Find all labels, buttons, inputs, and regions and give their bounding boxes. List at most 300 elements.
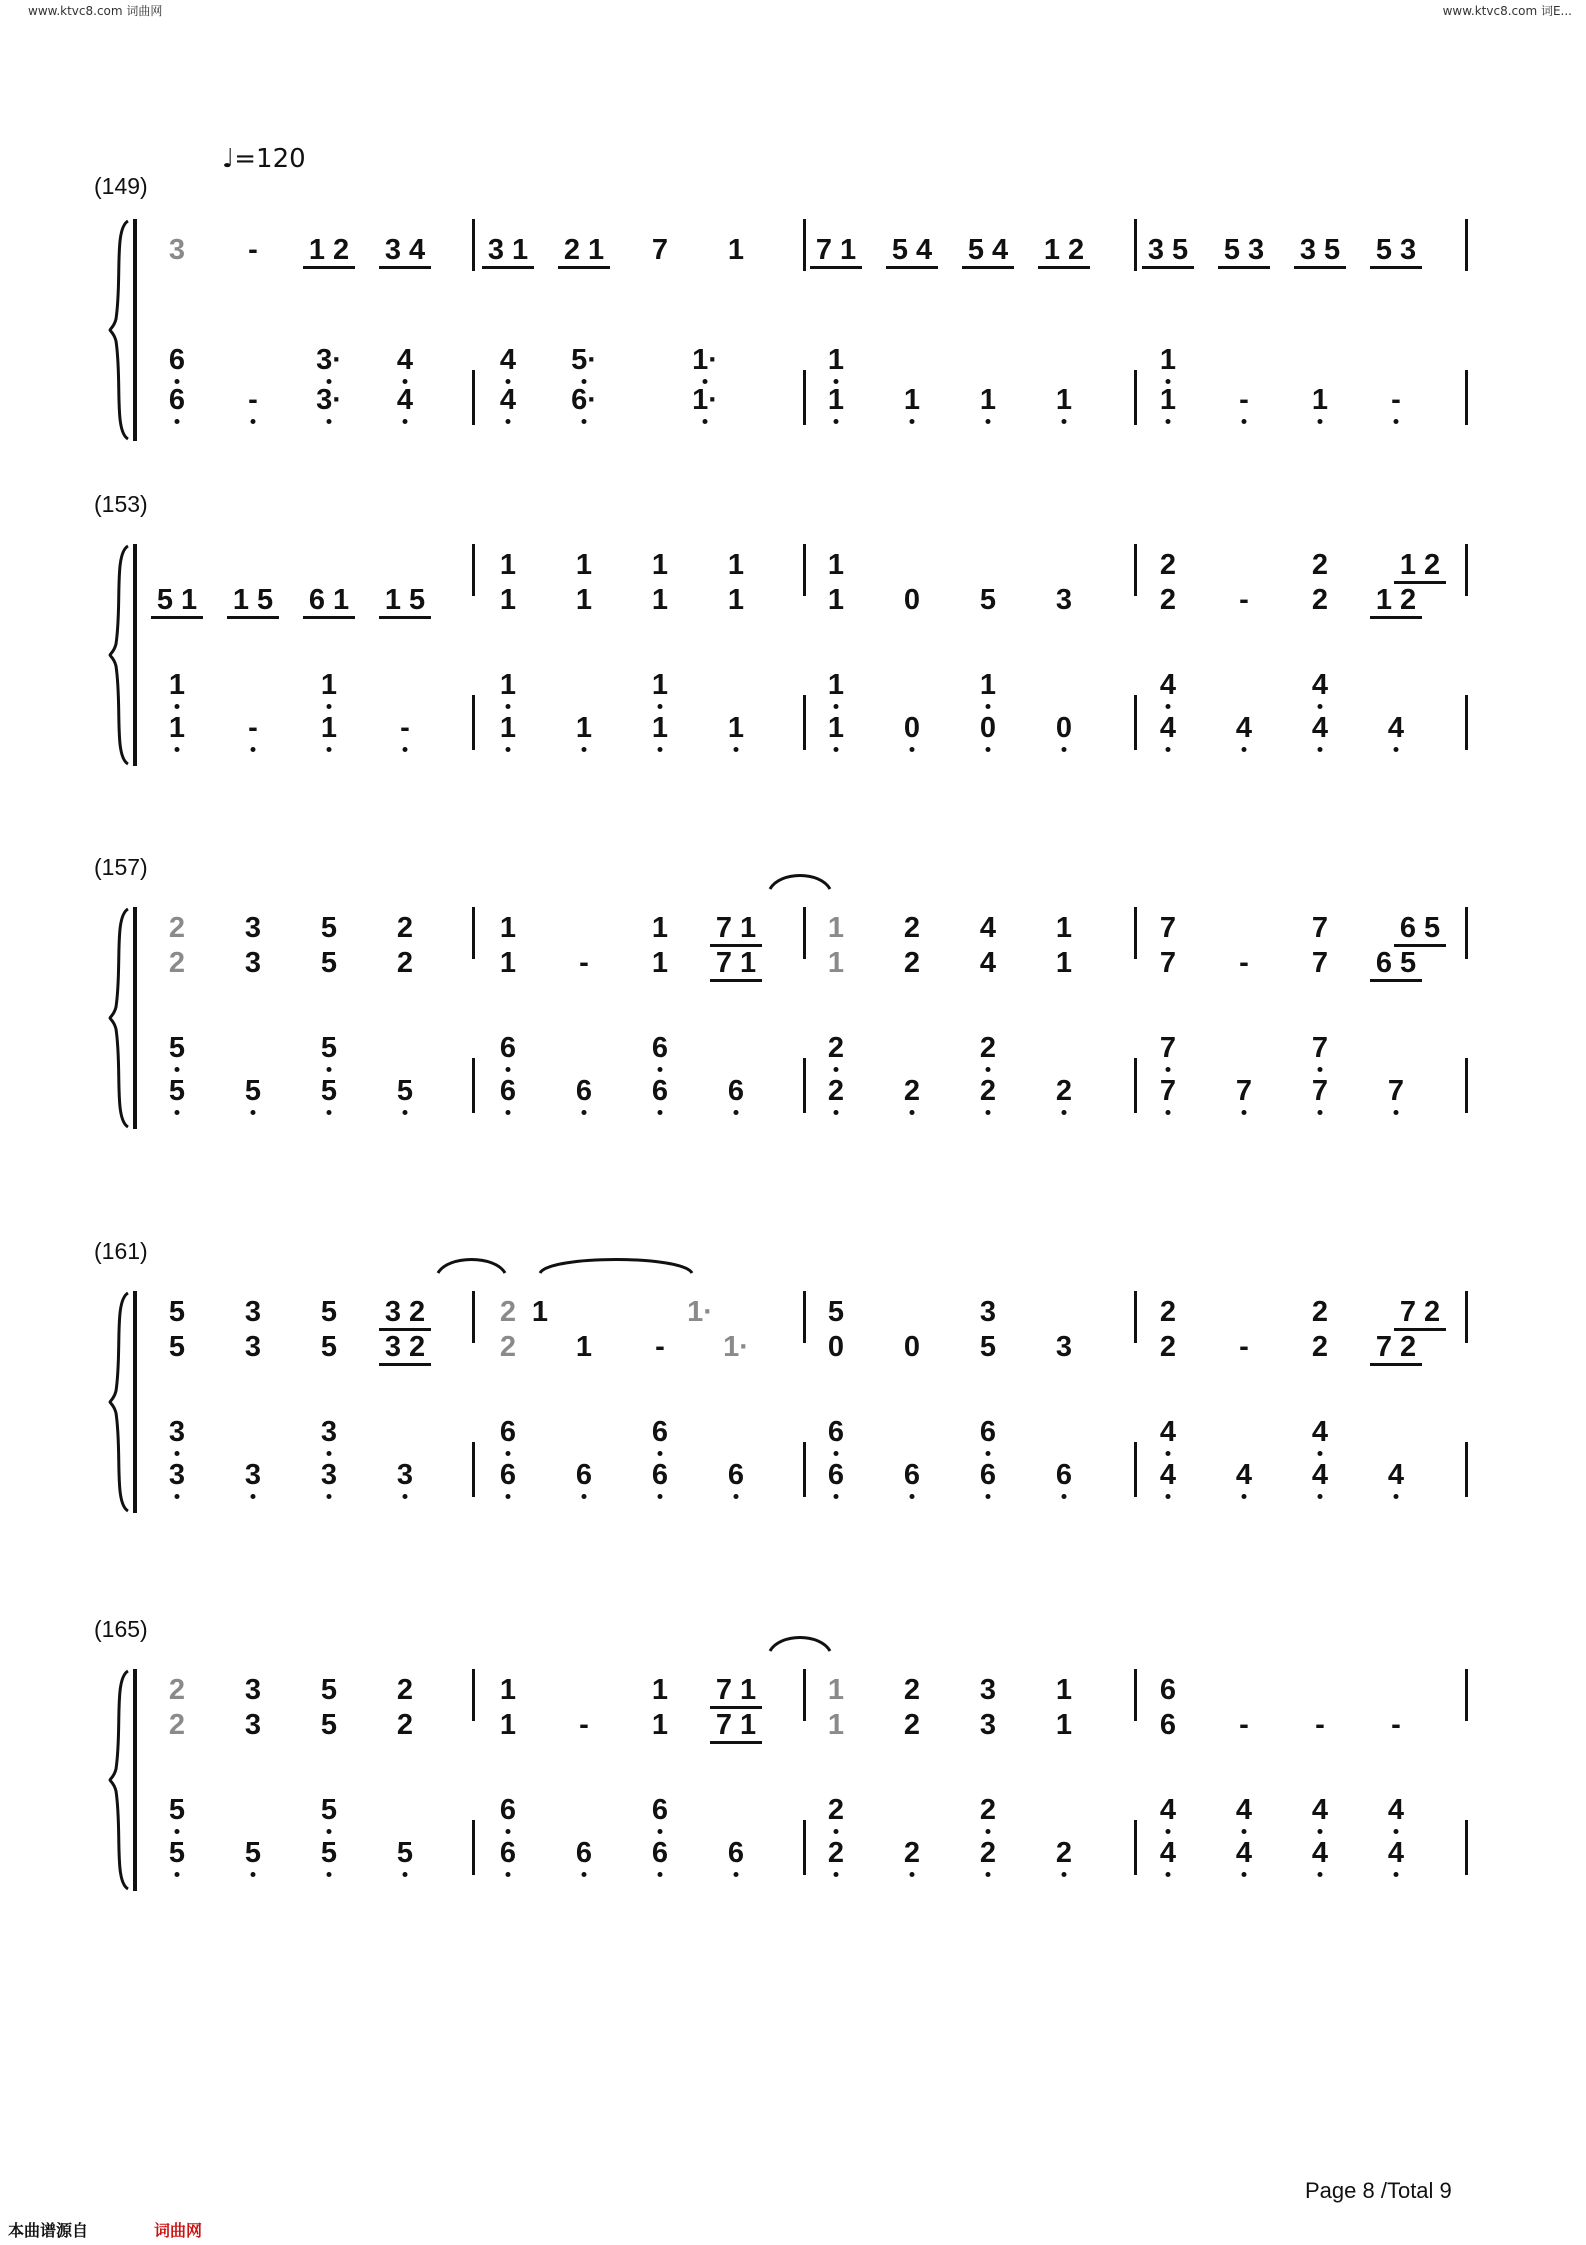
note: 6	[499, 1416, 517, 1448]
beam-underline	[810, 266, 862, 269]
note: 4	[1311, 1459, 1329, 1491]
brace-icon	[108, 544, 132, 766]
note: 2	[168, 1674, 186, 1706]
note: 5	[320, 947, 338, 979]
octave-dot	[1394, 1872, 1399, 1877]
note: 5	[320, 1794, 338, 1826]
octave-dot	[1394, 419, 1399, 424]
octave-dot	[582, 1872, 587, 1877]
beam-underline	[1218, 266, 1270, 269]
note: 2	[827, 1794, 845, 1826]
note: 1	[1055, 1709, 1073, 1741]
note: 2	[1055, 1837, 1073, 1869]
note: 2	[396, 1674, 414, 1706]
note: 2	[903, 1837, 921, 1869]
note: 6	[499, 1032, 517, 1064]
beam-underline	[886, 266, 938, 269]
note: 3	[244, 1331, 262, 1363]
octave-dot	[327, 1110, 332, 1115]
octave-dot	[175, 419, 180, 424]
note: 1 2	[308, 234, 350, 266]
octave-dot	[658, 1110, 663, 1115]
octave-dot	[582, 1110, 587, 1115]
note: 5 3	[1223, 234, 1265, 266]
note: 0	[979, 712, 997, 744]
note: 2	[168, 947, 186, 979]
octave-dot	[910, 1494, 915, 1499]
octave-dot	[1394, 1829, 1399, 1834]
octave-dot	[1166, 1110, 1171, 1115]
system-bracket-line	[133, 1669, 137, 1891]
octave-dot	[582, 747, 587, 752]
measure-number: (149)	[94, 173, 148, 199]
note: 1	[168, 669, 186, 701]
note: 7 1	[715, 1709, 757, 1741]
octave-dot	[403, 1494, 408, 1499]
system-5	[0, 1616, 1586, 1955]
octave-dot	[403, 1110, 408, 1115]
octave-dot	[506, 1494, 511, 1499]
octave-dot	[834, 1872, 839, 1877]
octave-dot	[506, 747, 511, 752]
note: 3 5	[1147, 234, 1189, 266]
note: 1	[499, 1709, 517, 1741]
note: 1·	[692, 344, 718, 376]
octave-dot	[658, 1872, 663, 1877]
note: 3	[1055, 584, 1073, 616]
note: 5	[827, 1296, 845, 1328]
barline	[803, 1669, 806, 1721]
note: 1	[979, 669, 997, 701]
note: 1	[499, 947, 517, 979]
beam-underline	[303, 266, 355, 269]
note: 1	[320, 712, 338, 744]
octave-dot	[658, 1829, 663, 1834]
note: -	[1239, 947, 1249, 979]
note: 5	[168, 1794, 186, 1826]
note: 3	[979, 1709, 997, 1741]
octave-dot	[327, 1494, 332, 1499]
note: 4	[1235, 1794, 1253, 1826]
note: 3	[244, 947, 262, 979]
beam-underline	[710, 979, 762, 982]
note: 2	[827, 1837, 845, 1869]
measure-number: (161)	[94, 1238, 148, 1264]
beam-underline	[1370, 979, 1422, 982]
octave-dot	[734, 1494, 739, 1499]
note: 1	[979, 384, 997, 416]
brace-icon	[108, 219, 132, 441]
octave-dot	[734, 1872, 739, 1877]
note: 0	[903, 1331, 921, 1363]
note: 5 4	[967, 234, 1009, 266]
note: 3	[244, 1674, 262, 1706]
octave-dot	[1394, 747, 1399, 752]
octave-dot	[1318, 1872, 1323, 1877]
beam-underline	[227, 616, 279, 619]
note: 2	[396, 1709, 414, 1741]
note: 1	[1159, 344, 1177, 376]
note: 5	[320, 1674, 338, 1706]
note: 3	[244, 912, 262, 944]
brace-icon	[108, 907, 132, 1129]
barline	[1465, 695, 1468, 750]
note: 6·	[571, 384, 597, 416]
octave-dot	[1242, 747, 1247, 752]
note: 3	[168, 1416, 186, 1448]
note: 6	[499, 1075, 517, 1107]
octave-dot	[1318, 1067, 1323, 1072]
beam-underline	[379, 616, 431, 619]
beam-underline	[1370, 616, 1422, 619]
note: 2	[979, 1794, 997, 1826]
tempo-value: =120	[234, 144, 306, 174]
note: 4	[1311, 1794, 1329, 1826]
note: 5	[396, 1075, 414, 1107]
octave-dot	[175, 1829, 180, 1834]
beam-underline	[710, 1741, 762, 1744]
note: 4	[396, 344, 414, 376]
note: 4	[1235, 712, 1253, 744]
note: 1 2	[1399, 549, 1441, 581]
note: 7	[1159, 912, 1177, 944]
note: 2	[168, 1709, 186, 1741]
note: 7	[1311, 1075, 1329, 1107]
beam-underline	[1370, 1363, 1422, 1366]
octave-dot	[251, 1110, 256, 1115]
note: 7	[1311, 1032, 1329, 1064]
note: -	[1391, 384, 1401, 416]
octave-dot	[1062, 1110, 1067, 1115]
note: 3 2	[384, 1331, 426, 1363]
octave-dot	[506, 1451, 511, 1456]
note: 1	[727, 549, 745, 581]
barline	[1134, 1442, 1137, 1497]
note: 2	[499, 1331, 517, 1363]
note: 4	[396, 384, 414, 416]
note: 1	[827, 344, 845, 376]
note: 1	[1055, 947, 1073, 979]
note: 1	[575, 584, 593, 616]
brace-icon	[108, 1291, 132, 1513]
barline	[472, 370, 475, 425]
barline	[803, 1820, 806, 1875]
octave-dot	[175, 747, 180, 752]
octave-dot	[1062, 419, 1067, 424]
octave-dot	[175, 1494, 180, 1499]
barline	[803, 1058, 806, 1113]
note: 1	[727, 234, 745, 266]
slur-mark	[438, 1255, 505, 1275]
octave-dot	[175, 1067, 180, 1072]
note: 1	[1055, 912, 1073, 944]
barline	[1134, 907, 1137, 959]
brace-icon	[108, 1669, 132, 1891]
note: 2	[1311, 584, 1329, 616]
beam-underline	[151, 616, 203, 619]
tempo-marking	[222, 144, 306, 174]
note: 1 2	[1375, 584, 1417, 616]
octave-dot	[910, 747, 915, 752]
octave-dot	[1166, 1829, 1171, 1834]
octave-dot	[1062, 1494, 1067, 1499]
note: 6	[168, 384, 186, 416]
note: 3	[1055, 1331, 1073, 1363]
note: 1	[727, 712, 745, 744]
note: 3	[320, 1416, 338, 1448]
note: 2	[903, 1709, 921, 1741]
note: 7	[1159, 1032, 1177, 1064]
beam-underline	[482, 266, 534, 269]
note: 3 5	[1299, 234, 1341, 266]
octave-dot	[1242, 419, 1247, 424]
note: -	[1315, 1709, 1325, 1741]
footer-source-text: 本曲谱源自	[8, 2221, 89, 2240]
note: 3	[244, 1459, 262, 1491]
note: 5	[168, 1296, 186, 1328]
measure-number: (157)	[94, 854, 148, 880]
note: 5	[320, 912, 338, 944]
octave-dot	[986, 1829, 991, 1834]
octave-dot	[986, 1451, 991, 1456]
barline	[1134, 370, 1137, 425]
note: 2	[827, 1075, 845, 1107]
octave-dot	[506, 704, 511, 709]
note: 2	[903, 947, 921, 979]
note: 3	[168, 1459, 186, 1491]
octave-dot	[834, 1829, 839, 1834]
note: 3	[320, 1459, 338, 1491]
note: 5	[244, 1837, 262, 1869]
note: 1	[651, 912, 669, 944]
octave-dot	[327, 1829, 332, 1834]
system-1	[0, 173, 1586, 505]
note: 5	[979, 584, 997, 616]
barline	[1465, 370, 1468, 425]
note: 1	[1055, 384, 1073, 416]
note: 4	[1311, 1837, 1329, 1869]
beam-underline	[962, 266, 1014, 269]
note: 1 5	[232, 584, 274, 616]
octave-dot	[1394, 1494, 1399, 1499]
note: 7	[1235, 1075, 1253, 1107]
note: 6	[499, 1837, 517, 1869]
note: 1	[827, 712, 845, 744]
system-4	[0, 1238, 1586, 1577]
barline	[1134, 1291, 1137, 1343]
note: 5	[396, 1837, 414, 1869]
beam-underline	[1294, 266, 1346, 269]
note: 2	[1159, 1296, 1177, 1328]
note: 7	[1159, 947, 1177, 979]
note: 4	[1235, 1837, 1253, 1869]
octave-dot	[658, 1451, 663, 1456]
barline	[1465, 219, 1468, 271]
barline	[803, 1291, 806, 1343]
note: 5	[979, 1331, 997, 1363]
note: 3	[979, 1674, 997, 1706]
note: 1	[827, 669, 845, 701]
note: 1	[651, 584, 669, 616]
note: 2	[903, 1075, 921, 1107]
octave-dot	[1062, 747, 1067, 752]
note: 5	[320, 1296, 338, 1328]
barline	[472, 907, 475, 959]
note: 4	[1235, 1459, 1253, 1491]
note: 1	[827, 912, 845, 944]
octave-dot	[986, 1494, 991, 1499]
octave-dot	[834, 1110, 839, 1115]
page-indicator: Page 8 /Total 9	[1305, 2178, 1452, 2203]
octave-dot	[658, 704, 663, 709]
barline	[472, 219, 475, 271]
note: 6	[827, 1459, 845, 1491]
note: 4	[499, 384, 517, 416]
note: 6	[651, 1794, 669, 1826]
barline	[472, 1669, 475, 1721]
note: -	[248, 384, 258, 416]
note: -	[655, 1331, 665, 1363]
beam-underline	[1370, 266, 1422, 269]
octave-dot	[175, 1451, 180, 1456]
note: 0	[903, 584, 921, 616]
octave-dot	[327, 747, 332, 752]
note: 7 2	[1399, 1296, 1441, 1328]
note: -	[248, 712, 258, 744]
note: 1·	[723, 1331, 749, 1363]
note: 3	[396, 1459, 414, 1491]
quarter-note-icon: ♩	[222, 144, 235, 174]
note: 6	[651, 1075, 669, 1107]
octave-dot	[1394, 1110, 1399, 1115]
octave-dot	[734, 1110, 739, 1115]
note: 2	[903, 1674, 921, 1706]
octave-dot	[986, 747, 991, 752]
octave-dot	[251, 1494, 256, 1499]
note: 4	[1159, 1837, 1177, 1869]
note: 6	[651, 1416, 669, 1448]
system-bracket-line	[133, 544, 137, 766]
note: 1	[651, 549, 669, 581]
note: 7 2	[1375, 1331, 1417, 1363]
note: 5 1	[156, 584, 198, 616]
octave-dot	[1062, 1872, 1067, 1877]
octave-dot	[327, 419, 332, 424]
note: 1	[827, 1674, 845, 1706]
octave-dot	[986, 1067, 991, 1072]
octave-dot	[834, 1451, 839, 1456]
octave-dot	[506, 1872, 511, 1877]
note: 3·	[316, 344, 342, 376]
note: 0	[827, 1331, 845, 1363]
note: 5	[320, 1837, 338, 1869]
octave-dot	[658, 1494, 663, 1499]
note: 5	[168, 1075, 186, 1107]
octave-dot	[1242, 1872, 1247, 1877]
octave-dot	[327, 1067, 332, 1072]
octave-dot	[403, 1872, 408, 1877]
system-3	[0, 854, 1586, 1193]
note: 2	[1311, 1296, 1329, 1328]
note: -	[1391, 1709, 1401, 1741]
note: 1	[531, 1296, 549, 1328]
note: 6	[575, 1459, 593, 1491]
barline	[1465, 1058, 1468, 1113]
note: 6	[575, 1075, 593, 1107]
note: 5	[320, 1331, 338, 1363]
barline	[1465, 907, 1468, 959]
octave-dot	[175, 704, 180, 709]
note: 1·	[692, 384, 718, 416]
octave-dot	[834, 704, 839, 709]
barline	[803, 370, 806, 425]
octave-dot	[1166, 419, 1171, 424]
note: 1	[168, 712, 186, 744]
note: 6	[1159, 1709, 1177, 1741]
octave-dot	[910, 1110, 915, 1115]
note: 1	[727, 584, 745, 616]
note: 1	[651, 1674, 669, 1706]
barline	[803, 219, 806, 271]
note: 3·	[316, 384, 342, 416]
note: 6	[979, 1459, 997, 1491]
note: 3 4	[384, 234, 426, 266]
note: 7	[1159, 1075, 1177, 1107]
note: 5	[320, 1075, 338, 1107]
octave-dot	[582, 1494, 587, 1499]
note: 6	[651, 1459, 669, 1491]
note: 6	[651, 1837, 669, 1869]
octave-dot	[175, 1110, 180, 1115]
slur-mark	[770, 1633, 830, 1653]
note: 3	[244, 1296, 262, 1328]
note: 7	[1311, 912, 1329, 944]
note: 7	[651, 234, 669, 266]
note: 2	[979, 1032, 997, 1064]
octave-dot	[1166, 704, 1171, 709]
note: 1	[499, 1674, 517, 1706]
note: 7	[1311, 947, 1329, 979]
note: 4	[1387, 1837, 1405, 1869]
note: 4	[499, 344, 517, 376]
note: 2	[1159, 549, 1177, 581]
barline	[803, 695, 806, 750]
octave-dot	[986, 704, 991, 709]
footer-site-link[interactable]: 词曲网	[154, 2221, 203, 2240]
note: 0	[1055, 712, 1073, 744]
slur-mark	[770, 871, 830, 891]
octave-dot	[910, 419, 915, 424]
note: 3	[244, 1709, 262, 1741]
measure-number: (165)	[94, 1616, 148, 1642]
note: 6 1	[308, 584, 350, 616]
note: 6	[827, 1416, 845, 1448]
octave-dot	[658, 747, 663, 752]
barline	[1465, 1291, 1468, 1343]
note: 1 5	[384, 584, 426, 616]
note: 5	[320, 1709, 338, 1741]
note: -	[1239, 1331, 1249, 1363]
note: 1	[827, 1709, 845, 1741]
note: 6	[903, 1459, 921, 1491]
octave-dot	[1318, 1110, 1323, 1115]
note: 1	[1055, 1674, 1073, 1706]
barline	[472, 1442, 475, 1497]
octave-dot	[506, 1110, 511, 1115]
barline	[472, 1820, 475, 1875]
octave-dot	[834, 1067, 839, 1072]
octave-dot	[658, 1067, 663, 1072]
